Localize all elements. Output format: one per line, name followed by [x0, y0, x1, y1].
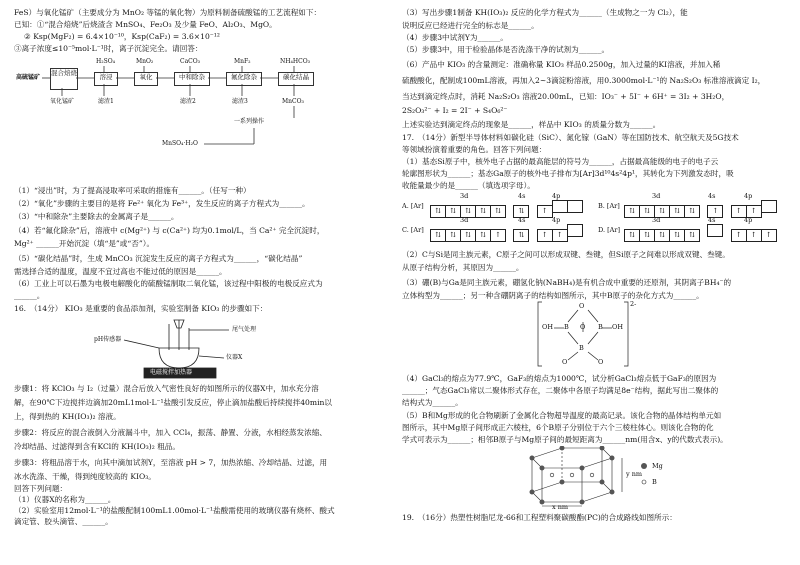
label-residue-2: 滤渣2: [180, 98, 196, 105]
step2-b: 冷却结晶、过滤得到含有KCl的 KH(IO₃)₂ 粗品。: [14, 442, 180, 451]
atom-o-br: O: [598, 358, 604, 366]
orbital-options: [402, 192, 790, 248]
crystal-lattice: [512, 446, 692, 510]
header-4s-a: 4s: [518, 192, 526, 200]
atom-b-bottom: B: [579, 344, 584, 352]
q16-1: （1）仪器X的名称为______。: [14, 495, 116, 504]
step3-a: 步骤3：将粗品溶于水，向其中滴加试剂Y，至溶液 pH > 7，加热浓缩、冷却结晶、过滤，用: [14, 458, 328, 467]
q17-1-b: 轮廓图形状为______；基态Ga原子的核外电子排布为[Ar]3d¹⁰4s²4p¹，其转化为下列激发态时，吸: [402, 169, 734, 178]
q17-intro: 等领域扮演着重要的角色。回答下列问题：: [402, 145, 547, 154]
label-nh4hco3: NH₄HCO₃: [280, 58, 311, 65]
atom-oh-right: OH: [612, 323, 623, 331]
flow-box-ore: 高硫锰矿: [16, 74, 41, 81]
label-mnf2: MnF₂: [234, 58, 251, 65]
label-operations: 一系列操作: [234, 118, 265, 125]
q1: （1）“浸出”时，为了提高浸取率可采取的措施有______。（任写一种）: [14, 186, 251, 195]
q5-b: 需选择合适的温度，温度不宜过高也不能过低的原因是______。: [14, 267, 227, 276]
step1-c: 上，得到热的 KH(IO₃)₂ 溶液。: [14, 412, 121, 421]
q17-4-c: 结构式为______。: [402, 398, 463, 407]
q4-a: （4）若“氟化除杂”后，溶液中 c(Mg²⁺) 与 c(Ca²⁺) 均为0.1mol/L，当 Ca²⁺ 完全沉淀时，: [14, 226, 325, 235]
q17-4-b: ______；气态GaCl₃常以二聚体形式存在，二聚体中各原子均满足8e⁻结构，据此写出二聚体的: [402, 386, 719, 395]
label-mno2: MnO₂: [136, 58, 154, 65]
flow-box-neutralize: 中和除杂: [174, 72, 210, 86]
q16-6-e: 上述实验达到滴定终点的现象是______，样品中 KIO₃ 的质量分数为______。: [402, 120, 661, 129]
header-4s-c: 4s: [518, 216, 526, 224]
option-c-label: C. [Ar]: [402, 226, 424, 234]
label-mn-ore: 氧化锰矿: [50, 98, 75, 105]
atom-b-right: B: [598, 323, 603, 331]
label-residue-1: 滤渣1: [98, 98, 114, 105]
option-b-cells: ⇅ ⇅ ⇅ ⇅ ⇅ ↑ ↑ ↑: [624, 200, 776, 218]
label-ph-sensor: pH传感器: [94, 336, 122, 343]
q17-2-a: （2）C与Si是同主族元素，C原子之间可以形成双键、叁键，但Si原子之间难以形成双键、叁键。: [402, 250, 730, 259]
borate-bonds: [528, 300, 658, 370]
atom-b-left: B: [564, 323, 569, 331]
header-4p-b: 4p: [744, 192, 753, 200]
q5-a: （5）“碳化结晶”时，生成 MnCO₃ 沉淀发生反应的离子方程式为______，“碳化结晶”: [14, 254, 303, 263]
apparatus-figure: [64, 318, 294, 380]
step1-b: 解，在90℃下边搅拌边滴加20mL1mol·L⁻¹盐酸引发反应，停止滴加盐酸后持续搅拌40min以: [14, 398, 333, 407]
header-3d-d: 3d: [652, 216, 661, 224]
atom-oh-left: OH: [542, 323, 553, 331]
option-b-label: B. [Ar]: [598, 202, 620, 210]
header-3d-c: 3d: [460, 216, 469, 224]
legend-mg: Mg: [652, 462, 663, 470]
option-d-label: D. [Ar]: [598, 226, 620, 234]
intro-line: FeS）与氧化锰矿（主要成分为 MnO₂ 等锰的氧化物）为原料制备硫酸锰的工艺流程如下：: [14, 8, 322, 17]
legend-b: B: [652, 478, 657, 486]
right-column: [402, 0, 790, 565]
q17-1-a: （1）基态Si原子中，核外电子占据的最高能层的符号为______，占据最高能级的电子的电子云: [402, 157, 719, 166]
q17-2-b: 从原子结构分析，其原因为______。: [402, 263, 524, 272]
label-y-nm: y nm: [626, 470, 643, 478]
label-exhaust: 尾气处理: [232, 326, 257, 333]
option-a-cells: ⇅ ⇅ ⇅ ⇅ ⇅ ⇅ ↑: [430, 200, 582, 218]
header-4p-a: 4p: [552, 192, 561, 200]
q6-a: （6）工业上可以石墨为电极电解酸化的硫酸锰制取二氧化锰，该过程中阳极的电极反应式为: [14, 279, 323, 288]
step1-a: 步骤1：将 KClO₃ 与 I₂（过量）混合后放入气密性良好的如图所示的仪器X中，加水充分溶: [14, 384, 319, 393]
q17-5-c: 学式可表示为______；相邻B原子与Mg原子间的最短距离为______nm(用含x、y的代数式表示)。: [402, 435, 728, 444]
label-product: MnSO₄·H₂O: [162, 140, 198, 147]
flow-box-leach: 溶浸: [94, 72, 118, 86]
header-3d-b: 3d: [652, 192, 661, 200]
flow-arrows: [14, 56, 392, 156]
q17-heading: 17. （14分）新型半导体材料如碳化硅（SiC）、氮化镓（GaN）等在国防技术、航空航天及5G技术: [402, 133, 739, 142]
option-c-cells: ⇅ ⇅ ⇅ ⇅ ↑ ⇅ ↑ ↑: [430, 224, 582, 242]
q16-3-a: （3）写出步骤1制备 KH(IO₃)₂ 反应的化学方程式为______（生成物之一为 Cl₂），能: [402, 8, 688, 17]
q17-3-b: 立体构型为______；另一种含硼阴离子的结构如图所示，其中B原子的杂化方式为______。: [402, 291, 704, 300]
header-4s-d: 4s: [708, 216, 716, 224]
label-caco3: CaCO₃: [180, 58, 201, 65]
answer-prompt: 回答下列问题：: [14, 484, 68, 493]
q17-3-a: （3）硼(B)与Ga是同主族元素，硼氢化钠(NaBH₄)是有机合成中重要的还原剂，其阴离子BH₄⁻的: [402, 278, 732, 287]
crystal-structure: [512, 446, 692, 510]
q16-5: （5）步骤3中，用于检验晶体是否洗涤干净的试剂为______。: [402, 45, 610, 54]
q6-b: ______。: [14, 291, 45, 300]
label-stirrer: 电磁搅拌加热器: [150, 369, 193, 376]
q4-b: Mg²⁺ ______开始沉淀（填“是”或“否”）。: [14, 239, 155, 248]
step3-b: 冰水洗涤、干燥，得到纯度较高的 KIO₃。: [14, 472, 156, 481]
q17-1-c: 收能量最少的是______（填选项字母）。: [402, 181, 535, 190]
known-line-2: ② Ksp(MgF₂) = 6.4×10⁻¹⁰，Ksp(CaF₂) = 3.6×10⁻¹²: [24, 32, 220, 41]
header-4p-c: 4p: [552, 216, 561, 224]
q16-4: （4）步骤3中试剂Y为______。: [402, 33, 508, 42]
label-mnco3: MnCO₃: [282, 98, 304, 105]
q16-2-a: （2）实验室用12mol·L⁻¹的盐酸配制100mL1.00mol·L⁻¹盐酸需使用的玻璃仪器有烧杯、酸式: [14, 506, 335, 515]
option-d-cells: ⇅ ⇅ ⇅ ⇅ ⇅ ↑ ↑ ↑: [624, 224, 776, 242]
q16-6-c: 当达到滴定终点时，消耗 Na₂S₂O₃ 溶液20.00mL，已知：IO₃⁻ + 5I⁻ + 6H⁺ = 3I₂ + 3H₂O，: [402, 92, 730, 101]
flow-box-roast: 混合焙烧: [50, 68, 78, 90]
atom-o-mid: O: [580, 323, 586, 331]
left-column: [14, 0, 392, 565]
borate-structure: [528, 300, 658, 370]
q16-2-b: 滴定管、胶头滴管、______。: [14, 517, 113, 526]
q3: （3）“中和除杂”主要除去的金属离子是______。: [14, 212, 179, 221]
known-line-1: 已知：①“混合焙烧”后烧渣含 MnSO₄、Fe₂O₃ 及少量 FeO、Al₂O₃、MgO。: [14, 20, 277, 29]
flow-box-carbonate: 碳化结晶: [278, 72, 314, 86]
label-instrument-x: 仪器X: [226, 354, 243, 361]
q16-6-b: 硫酸酸化，配制成100mL溶液，再加入2~3滴淀粉溶液，用0.3000mol·L⁻¹的 Na₂S₂O₃ 标准溶液滴定 I₂，: [402, 76, 766, 85]
flow-box-fluoride: 氟化除杂: [226, 72, 262, 86]
flow-box-oxidize: 氧化: [134, 72, 158, 86]
q16-6-d: 2S₂O₃²⁻ + I₂ = 2I⁻ + S₄O₆²⁻: [402, 106, 508, 115]
header-4s-b: 4s: [708, 192, 716, 200]
charge-label: 2-: [630, 300, 637, 308]
label-residue-3: 滤渣3: [232, 98, 248, 105]
q17-5-a: （5）B和Mg形成的化合物刷新了金属化合物超导温度的最高记录。该化合物的晶体结构单元如: [402, 411, 722, 420]
q16-6-a: （6）产品中 KIO₃ 的含量测定：准确称量 KIO₃ 样品0.2500g，加入过量的KI溶液，并加入稀: [402, 60, 721, 69]
q2: （2）“氧化”步骤的主要目的是将 Fe²⁺ 氧化为 Fe³⁺，发生反应的离子方程式为______。: [14, 199, 310, 208]
q16-3-b: 说明反应已经进行完全的标志是______。: [402, 21, 539, 30]
process-flowchart: [14, 56, 392, 176]
header-3d-a: 3d: [460, 192, 469, 200]
label-h2so4: H₂SO₄: [96, 58, 116, 65]
step2-a: 步骤2：将反应的混合液倒入分液漏斗中，加入 CCl₄，振荡、静置、分液，水相经蒸发浓缩、: [14, 428, 327, 437]
header-4p-d: 4p: [744, 216, 753, 224]
q17-4-a: （4）GaCl₃的熔点为77.9℃，GaF₃的熔点为1000℃，试分析GaCl₃熔点低于GaF₃的原因为: [402, 374, 717, 383]
label-x-nm: x nm: [552, 503, 569, 511]
q16-heading: 16. （14分） KIO₃ 是重要的食品添加剂，实验室制备 KIO₃ 的步骤如下：: [14, 304, 268, 313]
q19-heading: 19. （16分）热塑性树脂尼龙-66和工程塑料聚碳酸酯(PC)的合成路线如图所示：: [402, 513, 677, 522]
q17-5-b: 图所示，其中Mg原子间形成正六棱柱，6个B原子分别位于六个三棱柱体心。则该化合物的化: [402, 423, 714, 432]
atom-o-bl: O: [562, 358, 568, 366]
known-line-3: ③离子浓度≤10⁻⁵mol·L⁻¹时，离子沉淀完全。请回答：: [14, 44, 203, 53]
option-a-label: A. [Ar]: [402, 202, 424, 210]
atom-o-top: O: [579, 302, 585, 310]
